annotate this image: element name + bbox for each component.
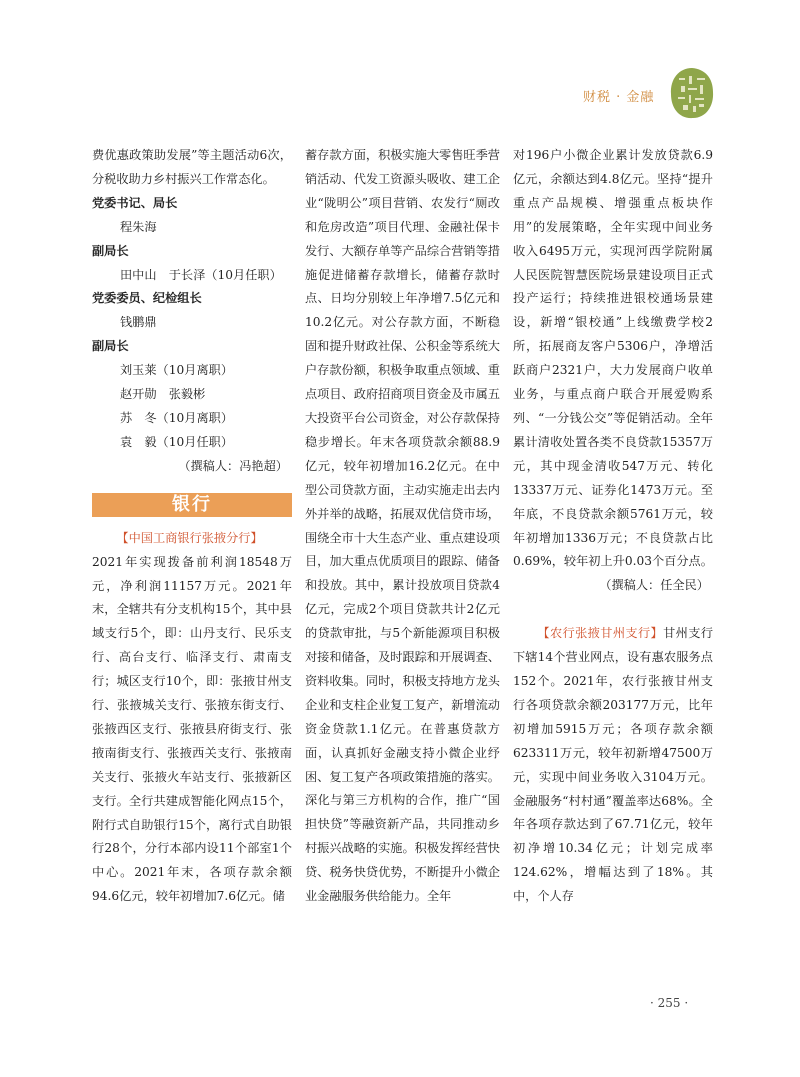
bank-entry [92, 527, 292, 551]
person-name: 刘玉莱（10月离职） [120, 363, 234, 378]
paragraph: 甘州支行下辖14个营业网点，设有惠农服务点152个。2021年，农行张掖甘州支行各项贷款余额203177万元，比年初增加5915万元；各项存款余额623311万元，较年初新增47500万元，实现中间业务收入3104万元。金融服务“村村通”覆盖率达68%。全年各项存款达到了67.71亿元，较年初净增10.34亿元；计划完成率124.62%，增幅达到了18%。其中，个人存 [513, 626, 714, 904]
role-title: 党委委员、纪检组长 [92, 291, 202, 306]
org-name: 【农行张掖甘州支行】 [537, 626, 664, 641]
person-name: 钱鹏鼎 [120, 315, 157, 330]
person-name: 田中山 于长泽（10月任职） [120, 267, 282, 282]
person-name: 苏 冬（10月离职） [120, 410, 234, 425]
role-title: 副局长 [92, 243, 129, 258]
paragraph: 对196户小微企业累计发放贷款6.9亿元，余额达到4.8亿元。坚持“提升重点产品规模、增强重点板块作用”的发展策略，全年实现中间业务收入6495万元，实现河西学院附属人民医院智慧医院场景建设项目正式投产运行；持续推进银校通场景建设，新增“银校通”上线缴费学校2所，拓展商友客户5306户，净增活跃商户2321户，大力发展商户收单业务，与重点商户联合开展爱购系列、“一分钱公交”等促销活动。全年累计清收处置各类不良贷款15357万元，其中现金清收547万元、转化13337万元、证券化1473万元。至年底，不良贷款余额5761万元，较年初增加1336万元；不良贷款占比0.69%，较年初上升0.03个百分点。 [513, 148, 713, 569]
author-note: （撰稿人：冯艳超） [178, 458, 288, 473]
person-name: 赵开勋 张毅彬 [120, 387, 206, 402]
spacer [513, 598, 713, 622]
paragraph: 蓄存款方面，积极实施大零售旺季营销活动、代发工资源头吸收、建工企业“陇明公”项目营销、农发行“厕改和危房改造”项目代理、金融社保卡发行、大额存单等产品综合营销等措施促进储蓄存款增长，储蓄存款时点、日均分别较上年净增7.5亿元和10.2亿元。对公存款方面，不断稳固和提升财政社保、公积金等系统大户存款份额，积极争取重点领域、重点项目、政府招商项目资金及市属五大投资平台公司资金，对公存款保持稳步增长。年末各项贷款余额88.9亿元，较年初增加16.2亿元。在中型公司贷款方面，主动实施走出去内外并举的战略，拓展双优信贷市场，围绕全市十大生态产业、重点建设项目，加大重点优质项目的跟踪、储备和投放。其中，累计投放项目贷款4亿元，完成2个项目贷款共计2亿元的贷款审批，与5个新能源项目积极对接和储备，及时跟踪和开展调查、资料收集。同时，积极支持地方龙头企业和支柱企业复工复产，新增流动资金贷款1.1亿元。在普惠贷款方面，认真抓好金融支持小微企业纾困、复工复产各项政策措施的落实。深化与第三方机构的合作，推广“国担快贷”等融资新产品，共同推动乡村振兴战略的实施。积极发挥经营快贷、税务快贷优势，不断提升小微企业金融服务供给能力。全年 [305, 148, 500, 904]
person-name: 袁 毅（10月任职） [120, 434, 234, 449]
column-1 [92, 144, 292, 909]
column-2 [305, 144, 500, 909]
role-title: 副局长 [92, 339, 129, 354]
seal-icon [669, 66, 715, 120]
section-title: 银行 [92, 493, 292, 517]
org-name: 【中国工商银行张掖分行】 [116, 530, 263, 545]
bank-entry [513, 622, 713, 909]
page-number: · 255 · [650, 996, 689, 1010]
paragraph: 费优惠政策助发展”等主题活动6次，分税收助力乡村振兴工作常态化。 [92, 148, 292, 186]
paragraph: 2021年实现拨备前利润18548万元，净利润11157万元。2021年末，全辖共有分支机构15个，其中县域支行5个，即：山丹支行、民乐支行、高台支行、临泽支行、肃南支行；城区支行10个，即：张掖甘州支行、张掖城关支行、张掖东街支行、张掖西区支行、张掖县府街支行、张掖南街支行、张掖西关支行、张掖南关支行、张掖火车站支行、张掖新区支行。全行共建成智能化网点15个，附行式自助银行15个，离行式自助银行28个，分行本部内设11个部室1个中心。2021年末，各项存款余额94.6亿元，较年初增加7.6亿元。储 [92, 554, 292, 904]
person-name: 程朱海 [120, 219, 157, 234]
role-title: 党委书记、局长 [92, 195, 178, 210]
author-note: （撰稿人：任全民） [599, 578, 709, 593]
column-3 [513, 144, 713, 909]
section-header: 财税 · 金融 [583, 90, 655, 105]
